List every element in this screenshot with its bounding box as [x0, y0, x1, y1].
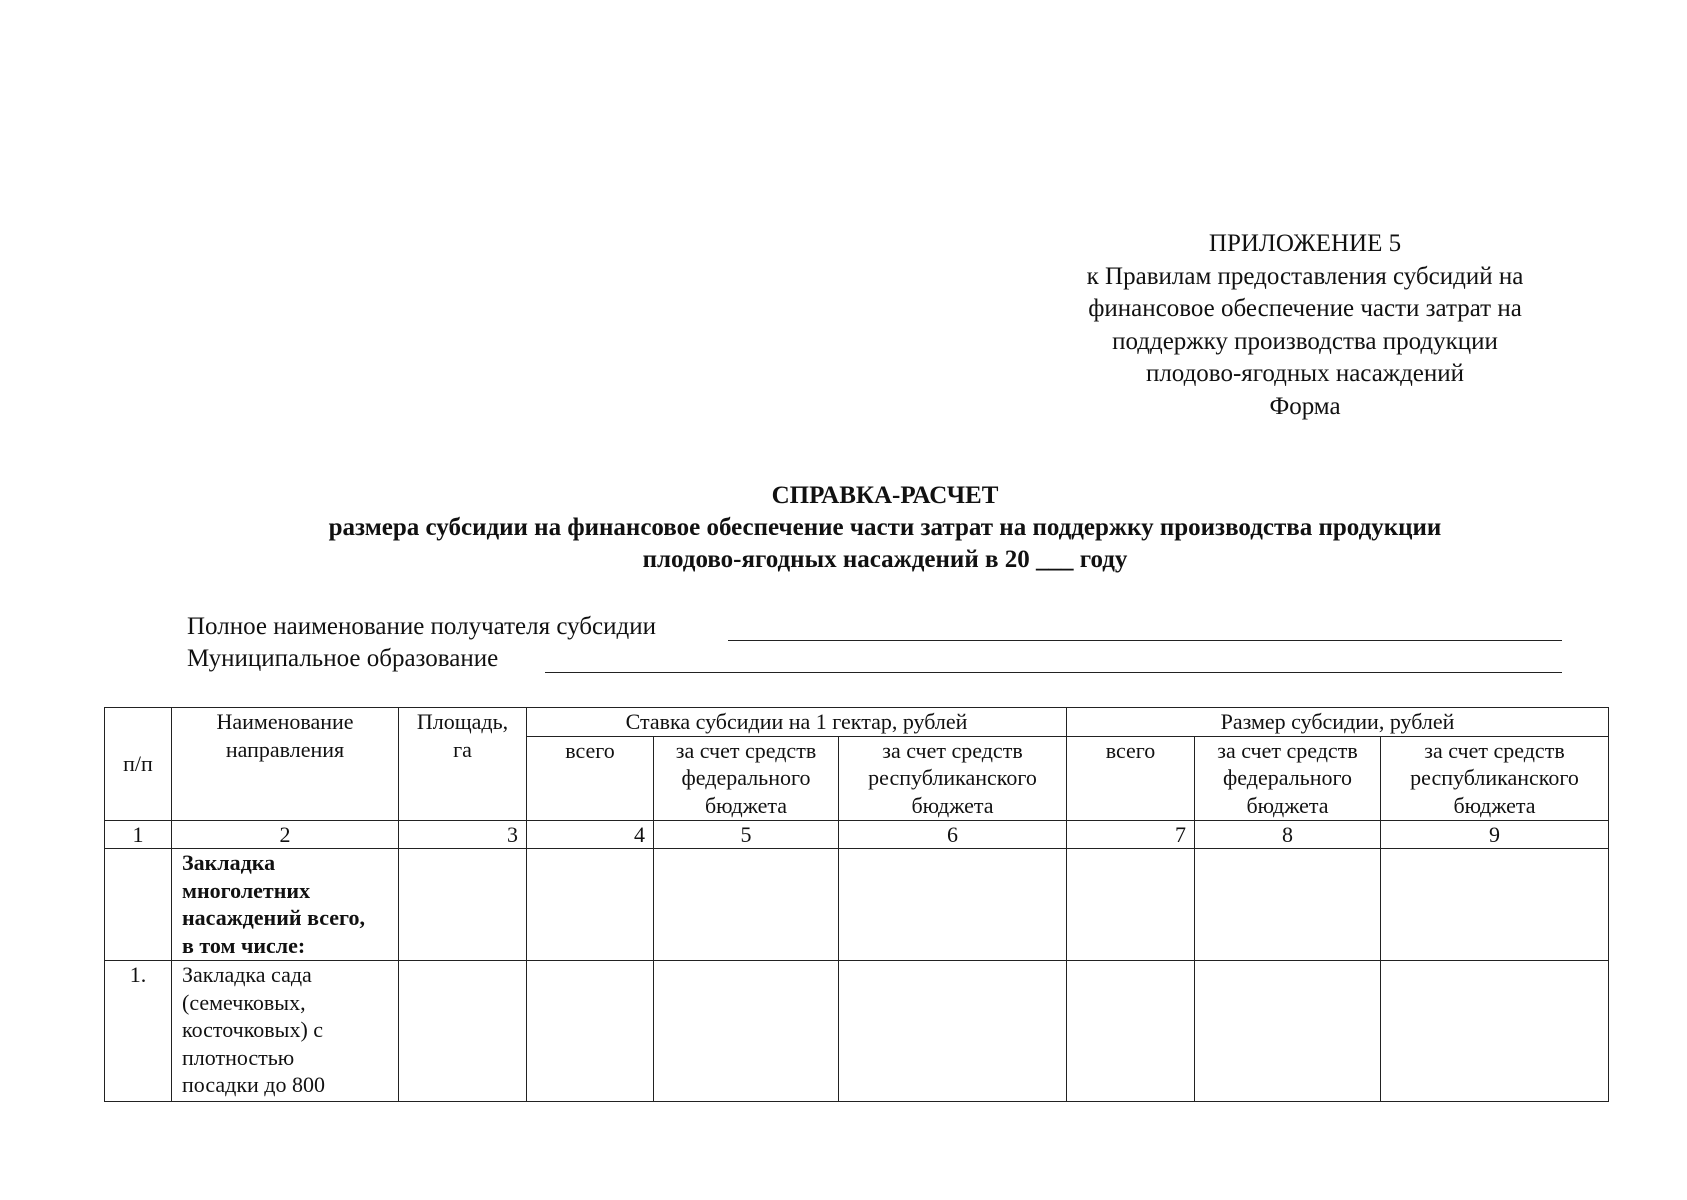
appendix-line: поддержку производства продукции	[1112, 327, 1498, 355]
header-line: бюджета	[704, 792, 788, 818]
row-name-line: посадки до 800	[182, 1072, 325, 1097]
row-rate-federal-cell[interactable]	[654, 961, 839, 1102]
column-number: 3	[399, 820, 527, 849]
header-name-line: направления	[225, 736, 345, 762]
row-name-line: многолетних	[182, 877, 311, 903]
appendix-line: плодово-ягодных насаждений	[1145, 360, 1465, 387]
column-number: 2	[172, 820, 399, 849]
row-name-line: плотностью	[182, 1044, 295, 1070]
table-row	[105, 961, 1609, 1102]
header-area-line: га	[453, 736, 472, 762]
row-name	[172, 849, 399, 961]
header-num: п/п	[123, 751, 153, 776]
header-line: бюджета	[911, 792, 994, 818]
row-name-line: Закладка сада	[182, 962, 312, 987]
row-num	[105, 849, 172, 961]
subsidy-calculation-table	[104, 707, 1609, 1102]
row-rate-federal-cell[interactable]	[654, 849, 839, 961]
header-amount-republic	[1381, 736, 1609, 820]
header-name-line: Наименование	[216, 709, 354, 734]
row-amount-republic-cell[interactable]	[1381, 961, 1609, 1102]
header-line: федерального	[1223, 765, 1352, 790]
row-rate-total-cell[interactable]	[527, 849, 654, 961]
appendix-title: ПРИЛОЖЕНИЕ 5	[1208, 230, 1402, 257]
header-line: республиканского	[868, 765, 1037, 790]
appendix-block	[1035, 228, 1575, 423]
row-name-line: насаждений всего,	[182, 905, 365, 930]
row-num: 1.	[105, 961, 172, 1102]
column-number: 8	[1195, 820, 1381, 849]
header-line: за счет средств	[675, 737, 817, 763]
header-amount-group: Размер субсидии, рублей	[1067, 708, 1609, 737]
document-subtitle-line-1: размера субсидии на финансовое обеспечение части затрат на поддержку производства продукции	[328, 514, 1442, 541]
header-line: за счет средств	[1424, 737, 1565, 763]
header-rate-group: Ставка субсидии на 1 гектар, рублей	[527, 708, 1067, 737]
document-title: СПРАВКА-РАСЧЕТ	[771, 482, 999, 509]
header-area-cell	[399, 708, 527, 821]
row-area-cell[interactable]	[399, 961, 527, 1102]
recipient-name-label: Полное наименование получателя субсидии	[187, 613, 656, 640]
header-rate-republic	[839, 736, 1067, 820]
header-line: за счет средств	[882, 737, 1023, 763]
header-rate-total: всего	[527, 736, 654, 820]
header-rate-federal	[654, 736, 839, 820]
row-name	[172, 961, 399, 1102]
row-name-line: Закладка	[182, 850, 276, 875]
row-amount-federal-cell[interactable]	[1195, 961, 1381, 1102]
row-amount-total-cell[interactable]	[1067, 961, 1195, 1102]
row-name-line: в том числе:	[182, 932, 306, 958]
row-amount-federal-cell[interactable]	[1195, 849, 1381, 961]
column-number: 4	[527, 820, 654, 849]
row-area-cell[interactable]	[399, 849, 527, 961]
column-number: 9	[1381, 820, 1609, 849]
header-line: за счет средств	[1217, 737, 1358, 763]
column-number: 5	[654, 820, 839, 849]
municipality-field[interactable]	[545, 672, 1562, 673]
form-label: Форма	[1269, 392, 1341, 420]
header-area-line: Площадь,	[416, 709, 509, 734]
recipient-name-field[interactable]	[728, 640, 1562, 641]
header-row-groups	[105, 708, 1609, 737]
header-amount-total: всего	[1067, 736, 1195, 820]
row-amount-republic-cell[interactable]	[1381, 849, 1609, 961]
column-number: 7	[1067, 820, 1195, 849]
row-name-line: косточковых) с	[182, 1017, 324, 1042]
column-number-row	[105, 820, 1609, 849]
document-title-block	[200, 480, 1570, 576]
header-amount-federal	[1195, 736, 1381, 820]
table-row	[105, 849, 1609, 961]
appendix-line: финансовое обеспечение части затрат на	[1088, 295, 1522, 322]
header-num-cell	[105, 708, 172, 821]
header-name-cell	[172, 708, 399, 821]
header-line: бюджета	[1453, 792, 1536, 818]
row-rate-republic-cell[interactable]	[839, 849, 1067, 961]
document-subtitle-line-2: плодово-ягодных насаждений в 20 ___ году	[642, 546, 1128, 573]
column-number: 1	[105, 820, 172, 849]
header-line: республиканского	[1410, 765, 1579, 790]
row-name-line: (семечковых,	[182, 989, 306, 1015]
column-number: 6	[839, 820, 1067, 849]
header-line: федерального	[681, 765, 811, 790]
row-rate-total-cell[interactable]	[527, 961, 654, 1102]
row-amount-total-cell[interactable]	[1067, 849, 1195, 961]
header-line: бюджета	[1246, 792, 1329, 818]
municipality-label: Муниципальное образование	[187, 645, 499, 672]
row-rate-republic-cell[interactable]	[839, 961, 1067, 1102]
appendix-line: к Правилам предоставления субсидий на	[1086, 262, 1524, 290]
